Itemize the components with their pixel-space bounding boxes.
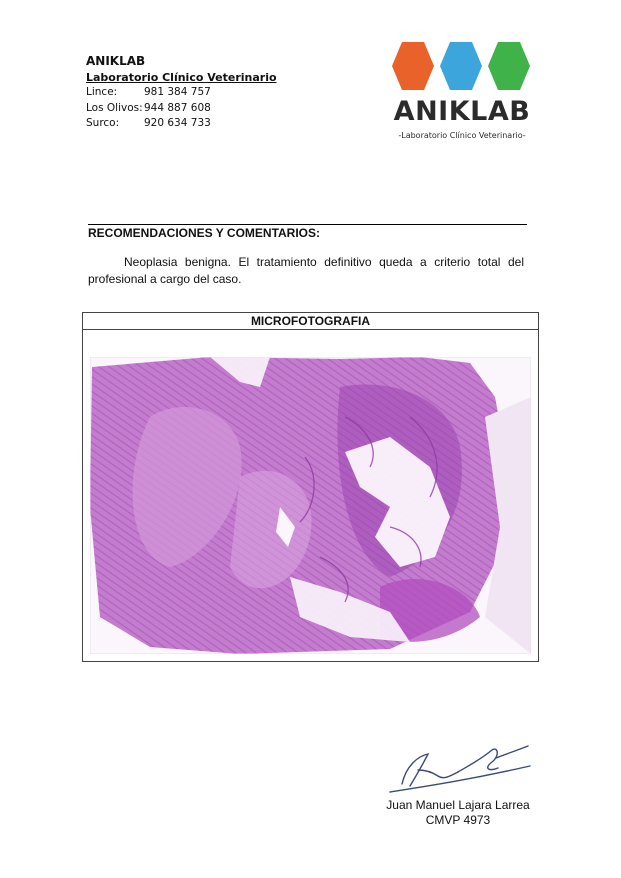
phone-city: Surco:: [86, 117, 120, 129]
recommendations-title: RECOMENDACIONES Y COMENTARIOS:: [88, 226, 321, 240]
phone-city: Lince:: [86, 86, 118, 98]
lab-contact-block: [86, 54, 277, 132]
phone-number: 920 634 733: [144, 117, 211, 129]
phone-number: 981 384 757: [144, 86, 211, 98]
phone-row-surco: [86, 116, 277, 132]
handwritten-signature: [388, 736, 533, 796]
logo-wordmark: ANIKLAB: [393, 96, 531, 127]
signer-name: Juan Manuel Lajara Larrea: [386, 798, 530, 812]
phone-number: 944 887 608: [144, 101, 211, 114]
aniklab-logo: [384, 40, 540, 150]
orange-hexagon-icon: [392, 42, 434, 90]
section-divider: [88, 224, 527, 225]
histology-image: [90, 357, 531, 654]
signer-block: [370, 798, 546, 828]
green-hexagon-icon: [488, 42, 530, 90]
recommendations-text: Neoplasia benigna. El tratamiento definitivo queda a criterio total del profesional a cargo del caso.: [88, 255, 524, 286]
microphotograph-panel: [82, 312, 539, 662]
blue-hexagon-icon: [440, 42, 482, 90]
hexagon-logo-icon: [384, 40, 540, 96]
lab-subtitle: Laboratorio Clínico Veterinario: [86, 70, 277, 84]
microphotograph-title: MICROFOTOGRAFIA: [83, 313, 538, 330]
signer-license: CMVP 4973: [425, 813, 491, 827]
phone-city: Los Olivos:: [86, 101, 143, 114]
logo-tagline: -Laboratorio Clínico Veterinario-: [398, 131, 526, 140]
lab-name: ANIKLAB: [86, 54, 146, 68]
phone-row-los-olivos: [86, 101, 277, 117]
phone-row-lince: [86, 85, 277, 101]
